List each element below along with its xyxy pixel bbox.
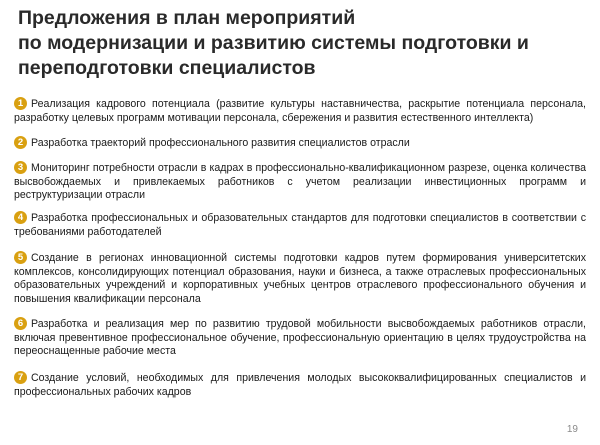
list-item-text: Разработка траекторий профессионального развития специалистов отрасли (31, 137, 410, 149)
list-item-text: Мониторинг потребности отрасли в кадрах в профессионально-квалификационном разрезе, оценка количества высвобождаемых и привлекаемых работников с учетом реализации инвестиционных программ и реструктуризации отрасли (14, 162, 586, 202)
number-badge: 3 (14, 161, 27, 174)
number-badge: 4 (14, 211, 27, 224)
title-line-3: переподготовки специалистов (18, 57, 316, 79)
number-badge: 1 (14, 97, 27, 110)
list-item-text: Создание в регионах инновационной системы подготовки кадров путем формирования университетских комплексов, консолидирующих потенциал образования, науки и бизнеса, а также отраслевых профессиональных образовательных учреждений и корпоративных учебных центров отраслевого профессионального обучения и повышения квалификации персонала (14, 252, 586, 305)
list-item (14, 137, 586, 151)
list-item-text: Разработка профессиональных и образовательных стандартов для подготовки специалистов в соответствии с требованиями работодателей (14, 212, 586, 238)
list-item (14, 252, 586, 306)
number-badge: 6 (14, 317, 27, 330)
number-badge: 7 (14, 371, 27, 384)
number-badge: 2 (14, 136, 27, 149)
list-item-text: Создание условий, необходимых для привлечения молодых высококвалифицированных специалистов и профессиональных рабочих кадров (14, 372, 586, 398)
list-item (14, 98, 586, 125)
number-badge: 5 (14, 251, 27, 264)
list-item-text: Разработка и реализация мер по развитию трудовой мобильности высвобождаемых работников отрасли, включая превентивное профессиональное обучение, профессиональную ориентацию в целях трудоустройства на переоснащенные рабочие места (14, 318, 586, 358)
title-line-2: по модернизации и развитию системы подготовки и (18, 32, 529, 54)
list-item (14, 372, 586, 399)
title-line-1: Предложения в план мероприятий (18, 7, 356, 29)
list-item (14, 162, 586, 203)
list-item-text: Реализация кадрового потенциала (развитие культуры наставничества, раскрытие потенциала персонала, разработку целевых программ мотивации персонала, сбережения и развития естественного интеллекта) (14, 98, 586, 124)
list-item (14, 212, 586, 239)
page-number: 19 (566, 424, 578, 435)
slide-title (18, 6, 588, 81)
list-item (14, 318, 586, 359)
